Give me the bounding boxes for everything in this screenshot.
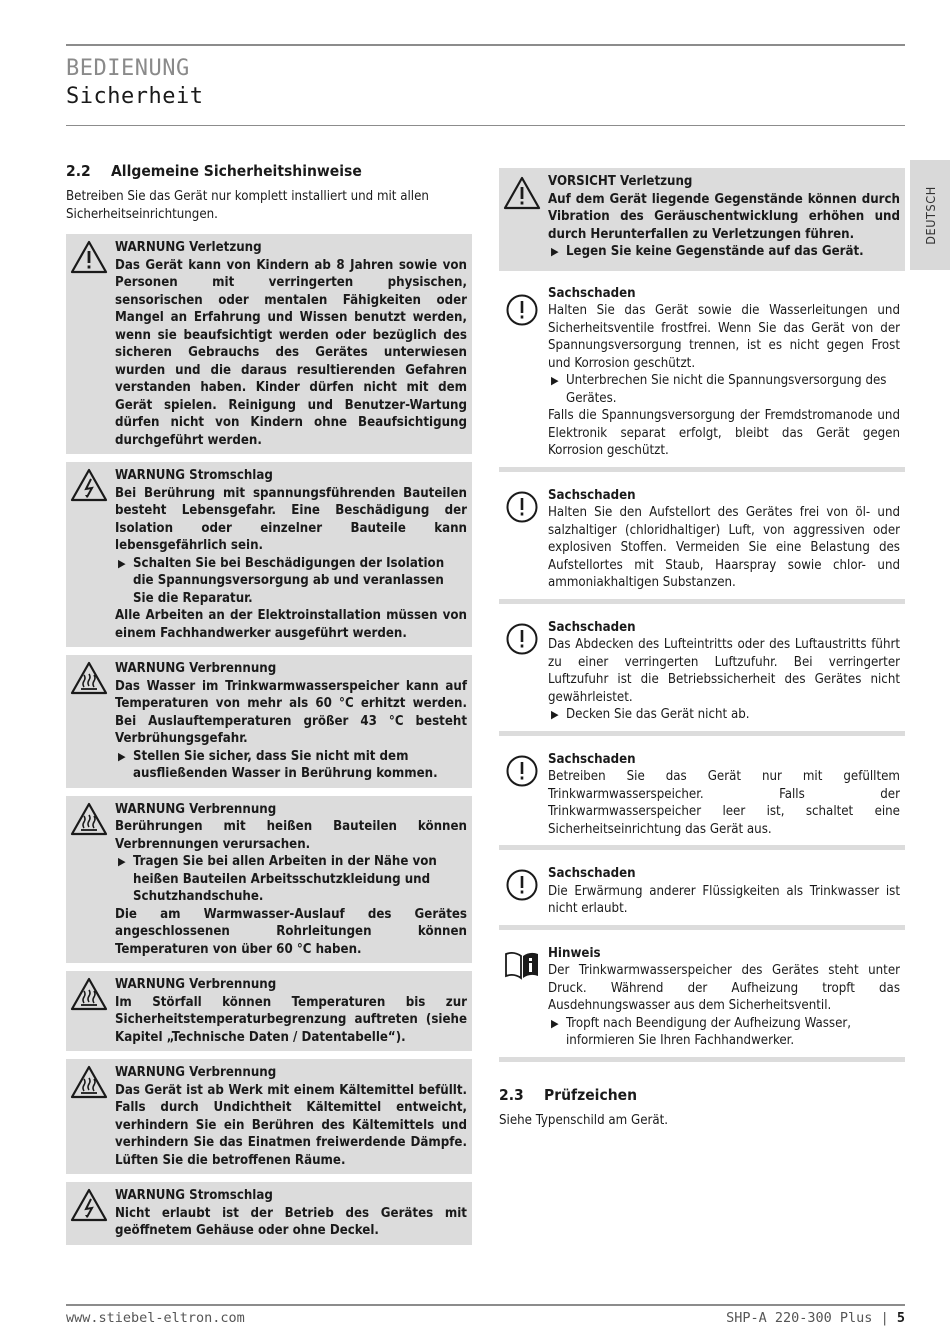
exclamation-circle-icon: [503, 622, 541, 656]
action-step-text: Unterbrechen Sie nicht die Spannungsversorgung des Gerätes.: [566, 373, 887, 406]
exclamation-circle-icon: [503, 868, 541, 902]
header-top-rule: [66, 44, 905, 46]
warning-box: [66, 971, 472, 1051]
exclamation-circle-icon: [503, 490, 541, 524]
action-step-text: Legen Sie keine Gegenstände auf das Gerät.: [566, 244, 864, 259]
arrow-right-icon: ▶: [118, 749, 126, 763]
footer-rule: [66, 1304, 905, 1306]
action-step: [548, 372, 900, 407]
caution-box: [499, 168, 905, 266]
warning-icon: [503, 176, 541, 210]
hint-box: [499, 940, 905, 1062]
action-step: [115, 748, 467, 783]
hint-title: Hinweis: [548, 945, 601, 961]
page-number: 5: [896, 1310, 905, 1326]
material-damage-box: [499, 482, 905, 604]
model-name: SHP-A 220-300 Plus: [726, 1310, 873, 1326]
notice-text: Die Erwärmung anderer Flüssigkeiten als Trinkwasser ist nicht erlaubt.: [548, 883, 900, 916]
warning-icon: [70, 240, 108, 274]
action-step-text: Schalten Sie bei Beschädigungen der Isolation die Spannungsversorgung ab und veranlassen Sie die Reparatur.: [133, 555, 445, 606]
warning-title: WARNUNG Verbrennung: [115, 661, 277, 676]
action-step-text: Tragen Sie bei allen Arbeiten in der Nähe von heißen Bauteilen Arbeitsschutzkleidung und Schutzhandschuhe.: [133, 854, 437, 904]
footer-model-page: [726, 1310, 905, 1326]
notice-text: Falls die Spannungsversorgung der Fremdstromanode und Elektronik separat erfolgt, bleibt das Gerät gegen Korrosion geschützt.: [548, 408, 900, 458]
header-bottom-rule: [66, 125, 905, 126]
section-heading-text: Prüfzeichen: [544, 1085, 638, 1104]
arrow-right-icon: ▶: [118, 855, 126, 868]
footer-separator: |: [880, 1310, 889, 1326]
warning-text: Alle Arbeiten an der Elektroinstallation müssen von einem Fachhandwerker ausgeführt werden.: [115, 608, 467, 641]
section-title: BEDIENUNG: [66, 56, 190, 81]
warning-text: Nicht erlaubt ist der Betrieb des Gerätes mit geöffnetem Gehäuse oder ohne Deckel.: [115, 1205, 467, 1238]
arrow-right-icon: ▶: [551, 245, 559, 258]
action-step: [115, 555, 467, 608]
notice-title: Sachschaden: [548, 619, 636, 635]
info-book-icon: [503, 948, 541, 982]
warning-title: WARNUNG Stromschlag: [115, 468, 273, 483]
notice-title: Sachschaden: [548, 285, 636, 301]
section-number: 2.2: [66, 162, 91, 180]
electric-shock-icon: [70, 468, 108, 502]
warning-text: Bei Berührung mit spannungsführenden Bauteilen besteht Lebensgefahr. Eine Beschädigung der Isolation oder einzelner Bauteile kann lebensgefährlich sein.: [115, 485, 467, 553]
notice-text: Betreiben Sie das Gerät nur mit gefülltem Trinkwarmwasserspeicher. Falls der Trinkwarmwasserspeicher leer ist, schaltet eine Sicherheitseinrichtung das Gerät aus.: [548, 769, 900, 837]
page-header: [66, 56, 203, 112]
action-step: [548, 706, 900, 724]
language-tab[interactable]: [910, 160, 950, 270]
arrow-right-icon: ▶: [551, 1016, 559, 1030]
material-damage-box: [499, 860, 905, 930]
warning-text: Das Wasser im Trinkwarmwasserspeicher kann auf Temperaturen von mehr als 60 °C erhitzt werden. Bei Auslauftemperaturen größer 43 °C besteht Verbrühungsgefahr.: [115, 678, 467, 746]
notice-text: Halten Sie den Aufstellort des Gerätes frei von öl- und salzhaltiger (chloridhaltiger) Luft, von aggressiven oder explosiven Stoffen. Vermeiden Sie eine Belastung des Aufstellortes mit Staub, Haarspray sowie chlor- und ammoniakhaltigen Substanzen.: [548, 505, 900, 590]
caution-text: Auf dem Gerät liegende Gegenstände können durch Vibration des Geräuschentwicklung erhöhen und durch Herunterfallen zu Verletzungen führen.: [548, 191, 900, 242]
warning-title: WARNUNG Stromschlag: [115, 1188, 273, 1203]
section-heading-2-2: [66, 160, 472, 182]
warning-box: [66, 796, 472, 964]
material-damage-box: [499, 266, 905, 472]
hot-surface-icon: [70, 1065, 108, 1099]
hot-surface-icon: [70, 977, 108, 1011]
warning-text: Im Störfall können Temperaturen bis zur Sicherheitstemperaturbegrenzung auftreten (siehe Kapitel „Technische Daten / Datentabelle“).: [115, 994, 467, 1045]
notice-title: Sachschaden: [548, 866, 636, 881]
warning-text: Das Gerät kann von Kindern ab 8 Jahren sowie von Personen mit verringerten physischen, sensorischen oder mentalen Fähigkeiten oder Mangel an Erfahrung und Wissen benutzt werden, wenn sie beaufsichtigt werden oder bezüglich des sicheren Gebrauchs des Gerätes unterwiesen wurden und die daraus resultierenden Gefahren verstanden haben. Kinder dürfen nicht mit dem Gerät spielen. Reinigung und Benutzer-Wartung dürfen nicht von Kindern ohne Beaufsichtigung durchgeführt werden.: [115, 257, 467, 448]
warning-text: Berührungen mit heißen Bauteilen können Verbrennungen verursachen.: [115, 819, 467, 852]
exclamation-circle-icon: [503, 293, 541, 327]
notice-text: Das Abdecken des Lufteintritts oder des Luftaustritts führt zu einer verringerten Luftzufuhr. Bei verringerter Luftzufuhr ist die Betriebssicherheit des Gerätes nicht gewährleistet.: [548, 637, 900, 705]
action-step-text: Stellen Sie sicher, dass Sie nicht mit dem ausfließenden Wasser in Berührung kommen.: [133, 748, 438, 781]
language-tab-label: DEUTSCH: [922, 185, 938, 245]
arrow-right-icon: ▶: [551, 708, 559, 721]
material-damage-box: [499, 614, 905, 736]
exclamation-circle-icon: [503, 754, 541, 788]
warning-title: WARNUNG Verbrennung: [115, 1065, 277, 1080]
hot-surface-icon: [70, 661, 108, 695]
warning-box: [66, 462, 472, 647]
page-footer: [66, 1310, 905, 1326]
notice-title: Sachschaden: [548, 487, 636, 503]
warning-text: Die am Warmwasser-Auslauf des Gerätes angeschlossenen Rohrleitungen können Temperaturen von über 60 °C haben.: [115, 906, 467, 957]
intro-text: Betreiben Sie das Gerät nur komplett installiert und mit allen Sicherheitseinrichtungen.: [66, 189, 429, 222]
hot-surface-icon: [70, 802, 108, 836]
hint-text: Der Trinkwarmwasserspeicher des Gerätes steht unter Druck. Während der Aufheizung tropft das Ausdehnungswasser aus dem Sicherheitsventil.: [548, 963, 900, 1013]
warning-text: Das Gerät ist ab Werk mit einem Kältemittel befüllt. Falls durch Undichtheit Kältemittel entweicht, verhindern Sie ein Berühren des Kältemittels und verhindern Sie das Einatmen freiwerdende Dämpfe. Lüften Sie die betroffenen Räume.: [115, 1082, 467, 1168]
warning-box: [66, 1182, 472, 1245]
arrow-right-icon: ▶: [118, 556, 126, 570]
website-link[interactable]: www.stiebel-eltron.com: [66, 1310, 245, 1326]
notice-title: Sachschaden: [548, 751, 636, 767]
warning-box: [66, 1059, 472, 1174]
left-column: [66, 160, 472, 1253]
action-step-text: Decken Sie das Gerät nicht ab.: [566, 707, 750, 722]
chapter-title: Sicherheit: [66, 84, 204, 109]
notice-text: Halten Sie das Gerät sowie die Wasserleitungen und Sicherheitsventile frostfrei. Wenn Sie das Gerät von der Spannungsversorgung trennen, ist es nicht gegen Frost und Korrosion geschützt.: [548, 303, 900, 371]
arrow-right-icon: ▶: [551, 374, 559, 387]
action-step-text: Tropft nach Beendigung der Aufheizung Wasser, informieren Sie Ihren Fachhandwerker.: [566, 1015, 852, 1048]
warning-title: WARNUNG Verbrennung: [115, 801, 277, 817]
material-damage-box: [499, 746, 905, 851]
section-number: 2.3: [499, 1085, 524, 1104]
warning-title: WARNUNG Verletzung: [115, 240, 262, 255]
action-step: [548, 1015, 900, 1050]
action-step: [115, 853, 467, 906]
right-column: [499, 160, 905, 1140]
caution-title: VORSICHT Verletzung: [548, 174, 693, 189]
section-heading-text: Allgemeine Sicherheitshinweise: [111, 162, 362, 180]
warning-title: WARNUNG Verbrennung: [115, 977, 277, 992]
action-step: [548, 243, 900, 261]
warning-box: [66, 655, 472, 788]
section-heading-2-3: [499, 1084, 905, 1106]
warning-box: [66, 234, 472, 454]
electric-shock-icon: [70, 1188, 108, 1222]
section-text: Siehe Typenschild am Gerät.: [499, 1112, 669, 1128]
